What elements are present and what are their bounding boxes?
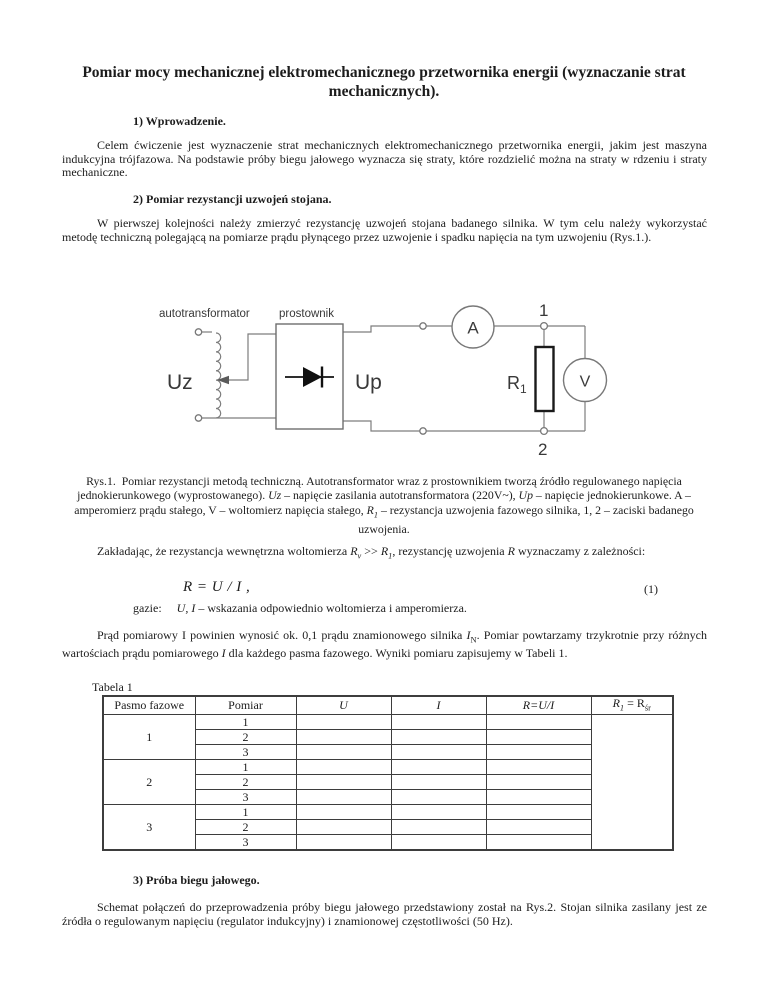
empty-cell <box>296 760 391 775</box>
empty-cell <box>486 805 591 820</box>
empty-cell <box>391 730 486 745</box>
measurement-number-cell: 2 <box>195 730 296 745</box>
terminal-node-2 <box>541 428 548 435</box>
section-1-heading: 1) Wprowadzenie. <box>133 114 226 128</box>
measurement-table <box>102 695 674 851</box>
measurement-number-cell: 3 <box>195 835 296 851</box>
tap-arrow-icon <box>217 376 229 384</box>
measurement-number-cell: 1 <box>195 760 296 775</box>
measurement-number-cell: 2 <box>195 820 296 835</box>
measurement-number-cell: 1 <box>195 805 296 820</box>
empty-cell <box>296 730 391 745</box>
table-row <box>103 760 673 775</box>
empty-cell <box>486 790 591 805</box>
empty-cell <box>391 760 486 775</box>
node-1-label: 1 <box>539 301 549 320</box>
equation-number: (1) <box>644 582 658 596</box>
rectifier-label: prostownik <box>279 308 334 320</box>
header-i: I <box>391 696 486 715</box>
empty-cell <box>296 820 391 835</box>
table-header-row <box>103 696 673 715</box>
node-2-label: 2 <box>538 440 548 459</box>
empty-cell <box>391 775 486 790</box>
header-u: U <box>296 696 391 715</box>
empty-cell <box>391 835 486 851</box>
empty-cell <box>486 820 591 835</box>
voltmeter-label: V <box>579 373 591 391</box>
empty-cell <box>486 835 591 851</box>
empty-cell <box>486 730 591 745</box>
tap-wire <box>226 334 276 380</box>
circuit-diagram-svg <box>130 290 678 468</box>
empty-cell <box>391 790 486 805</box>
empty-cell <box>296 805 391 820</box>
empty-cell <box>391 805 486 820</box>
resistor-r1 <box>536 347 554 411</box>
up-label: Up <box>355 371 382 394</box>
empty-cell <box>391 745 486 760</box>
header-pomiar: Pomiar <box>195 696 296 715</box>
section-3-heading: 3) Próba biegu jałowego. <box>133 873 260 887</box>
empty-cell <box>296 775 391 790</box>
empty-cell <box>296 835 391 851</box>
wires <box>201 326 585 431</box>
autotransformer-coil <box>216 333 221 418</box>
no-load-paragraph: Schemat połączeń do przeprowadzenia próby biegu jałowego przedstawiony został na Rys.2. Stojan silnika zasilany jest ze źródła o regulowanym napięciu (regulator indukcyjny) i znamionowej częstotliwości (50 Hz). <box>62 900 707 928</box>
circuit-figure <box>130 290 678 468</box>
current-paragraph: Prąd pomiarowy I powinien wynosić ok. 0,1 prądu znamionowego silnika $I_N$. Pomiar powtarzamy trzykrotnie przy różnych wartościach prądu pomiarowego I dla każdego pasma fazowego. Wyniki pomiaru zapisujemy w Tabeli 1. <box>62 628 708 660</box>
terminal-node-1 <box>541 323 548 330</box>
r1-label: R <box>507 373 520 393</box>
measurement-number-cell: 3 <box>195 745 296 760</box>
uz-label: Uz <box>167 371 193 394</box>
empty-cell <box>486 715 591 730</box>
r1-label-subscript: 1 <box>520 382 527 396</box>
empty-cell <box>296 790 391 805</box>
empty-cell <box>391 715 486 730</box>
figure-caption: Rys.1. Pomiar rezystancji metodą techniczną. Autotransformator wraz z prostownikiem tworzą źródło regulowanego napięcia jednokierunkowego (wyprostowanego). Uz – napięcie zasilania autotransformatora (220V~), Up – napięcie jednokierunkowe. A – amperomierz prądu stałego, V – woltomierz napięcia stałego, $R_1$ – rezystancja uzwojenia fazowego silnika, 1, 2 – zaciski badanego uzwojenia. <box>74 474 694 537</box>
terminal-icon <box>195 329 201 335</box>
autotransformer-label: autotransformator <box>159 308 250 320</box>
terminal-icon <box>195 415 201 421</box>
header-pasmo-fazowe: Pasmo fazowe <box>103 696 195 715</box>
empty-cell <box>296 715 391 730</box>
table-row <box>103 715 673 730</box>
header-r: R=U/I <box>486 696 591 715</box>
terminal-icon <box>420 323 426 329</box>
measurement-number-cell: 1 <box>195 715 296 730</box>
phase-cell: 2 <box>103 760 195 805</box>
section-2-heading: 2) Pomiar rezystancji uzwojeń stojana. <box>133 192 332 206</box>
empty-cell <box>486 745 591 760</box>
measurement-number-cell: 3 <box>195 790 296 805</box>
measurement-number-cell: 2 <box>195 775 296 790</box>
phase-cell: 3 <box>103 805 195 851</box>
method-paragraph: W pierwszej kolejności należy zmierzyć rezystancję uzwojeń stojana badanego silnika. W tym celu należy wykorzystać metodę techniczną polegającą na pomiarze prądu płynącego przez uzwojenie i spadku napięcia na tym uzwojeniu (Rys.1.). <box>62 216 707 244</box>
empty-cell <box>391 820 486 835</box>
wire <box>343 421 585 431</box>
document-title: Pomiar mocy mechanicznej elektromechanicznego przetwornika energii (wyznaczanie strat mechanicznych). <box>82 64 686 100</box>
table-row <box>103 805 673 820</box>
table-label: Tabela 1 <box>92 680 133 694</box>
header-r1-sr: $R_1 = R_{śr}$ <box>591 696 673 715</box>
empty-cell <box>296 745 391 760</box>
terminal-icon <box>420 428 426 434</box>
intro-paragraph: Celem ćwiczenie jest wyznaczenie strat mechanicznych elektromechanicznego przetwornika energii, jakim jest maszyna indukcyjna trójfazowa. Na podstawie próby biegu jałowego wyznacza się straty, które rozdzielić można na straty w rdzeniu i straty mechaniczne. <box>62 138 707 180</box>
ammeter-label: A <box>467 318 479 338</box>
equation-row <box>62 579 706 599</box>
r1-average-cell <box>591 715 673 851</box>
equation-where-clause: gazie: U, I – wskazania odpowiednio woltomierza i amperomierza. <box>133 601 467 615</box>
equation-formula: R = U / I , <box>183 579 251 595</box>
empty-cell <box>486 775 591 790</box>
phase-cell: 1 <box>103 715 195 760</box>
empty-cell <box>486 760 591 775</box>
assumption-paragraph: Zakładając, że rezystancja wewnętrzna woltomierza $R_v >> R_1$, rezystancję uzwojenia R wyznaczamy z zależności: <box>97 544 646 561</box>
